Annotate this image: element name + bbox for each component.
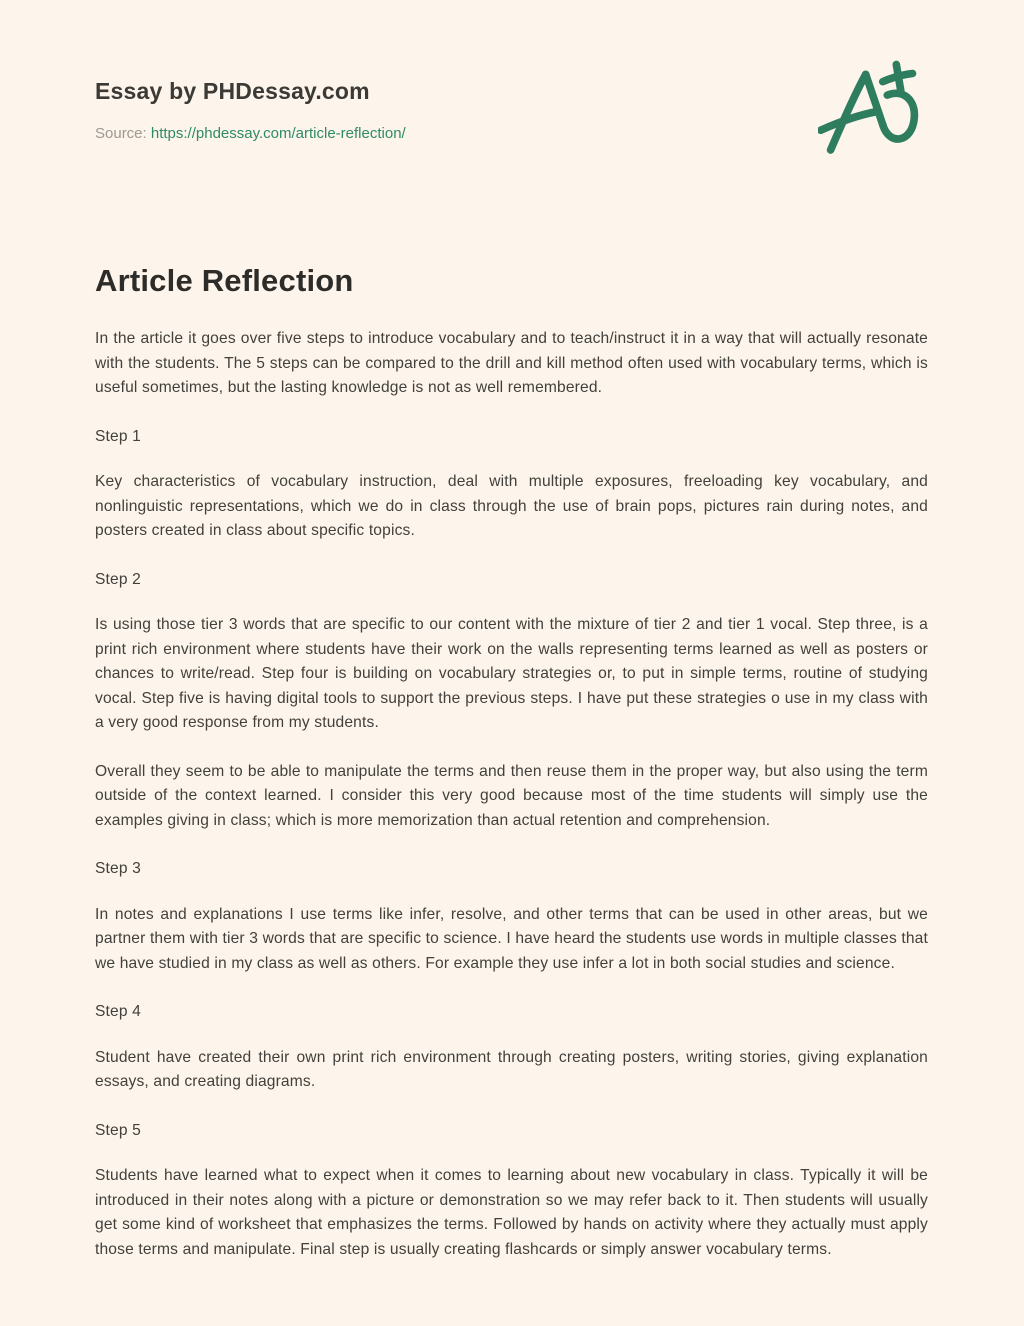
site-heading: Essay by PHDessay.com [95,78,370,104]
header-text-block [95,72,406,142]
step-heading: Step 1 [95,427,141,445]
source-url-link[interactable]: https://phdessay.com/article-reflection/ [150,125,406,142]
essay-paragraph: Students have learned what to expect when it comes to learning about new vocabulary in class. Typically it will be introduced in their notes along with a picture or demonstration so we may refer back to it. Then students will usually get some kind of worksheet that emphasizes the terms. Followed by hands on activity where they actually must apply those terms and manipulate. Final step is usually creating flashcards or simply answer vocabulary terms. [95,1167,928,1258]
article-title: Article Reflection [95,263,354,298]
a-plus-logo-icon [818,58,926,170]
essay-paragraph: Student have created their own print rich environment through creating posters, writing stories, giving explanation essays, and creating diagrams. [95,1048,928,1090]
essay-paragraph: In notes and explanations I use terms like infer, resolve, and other terms that can be used in other areas, but we partner them with tier 3 words that are specific to science. I have heard the students use words in multiple classes that we have studied in my class as well as others. For example they use infer a lot in both social studies and science. [95,905,928,972]
essay-paragraph: Is using those tier 3 words that are specific to our content with the mixture of tier 2 and tier 1 vocal. Step three, is a print rich environment where students have their work on the walls representing terms learned as well as posters or chances to write/read. Step four is building on vocabulary strategies or, to put in simple terms, routine of studying vocal. Step five is having digital tools to support the previous steps. I have put these strategies o use in my class with a very good response from my students. [95,616,928,731]
page-header [95,72,928,170]
essay-paragraph: Overall they seem to be able to manipulate the terms and then reuse them in the proper way, but also using the term outside of the context learned. I consider this very good because most of the time students will simply use the examples giving in class; which is more memorization than actual retention and comprehension. [95,762,928,829]
step-heading: Step 2 [95,570,141,588]
step-heading: Step 5 [95,1121,141,1139]
source-label: Source: [95,125,147,142]
source-line [95,125,406,142]
essay-body [95,327,928,1262]
step-heading: Step 4 [95,1003,141,1020]
essay-paragraph: In the article it goes over five steps to introduce vocabulary and to teach/instruct it in a way that will actually resonate with the students. The 5 steps can be compared to the drill and kill method often used with vocabulary terms, which is useful sometimes, but the lasting knowledge is not as well remembered. [95,330,928,396]
step-heading: Step 3 [95,860,141,877]
essay-paragraph: Key characteristics of vocabulary instruction, deal with multiple exposures, freeloading key vocabulary, and nonlinguistic representations, which we do in class through the use of brain pops, pictures rain during notes, and posters created in class about specific topics. [95,473,928,539]
